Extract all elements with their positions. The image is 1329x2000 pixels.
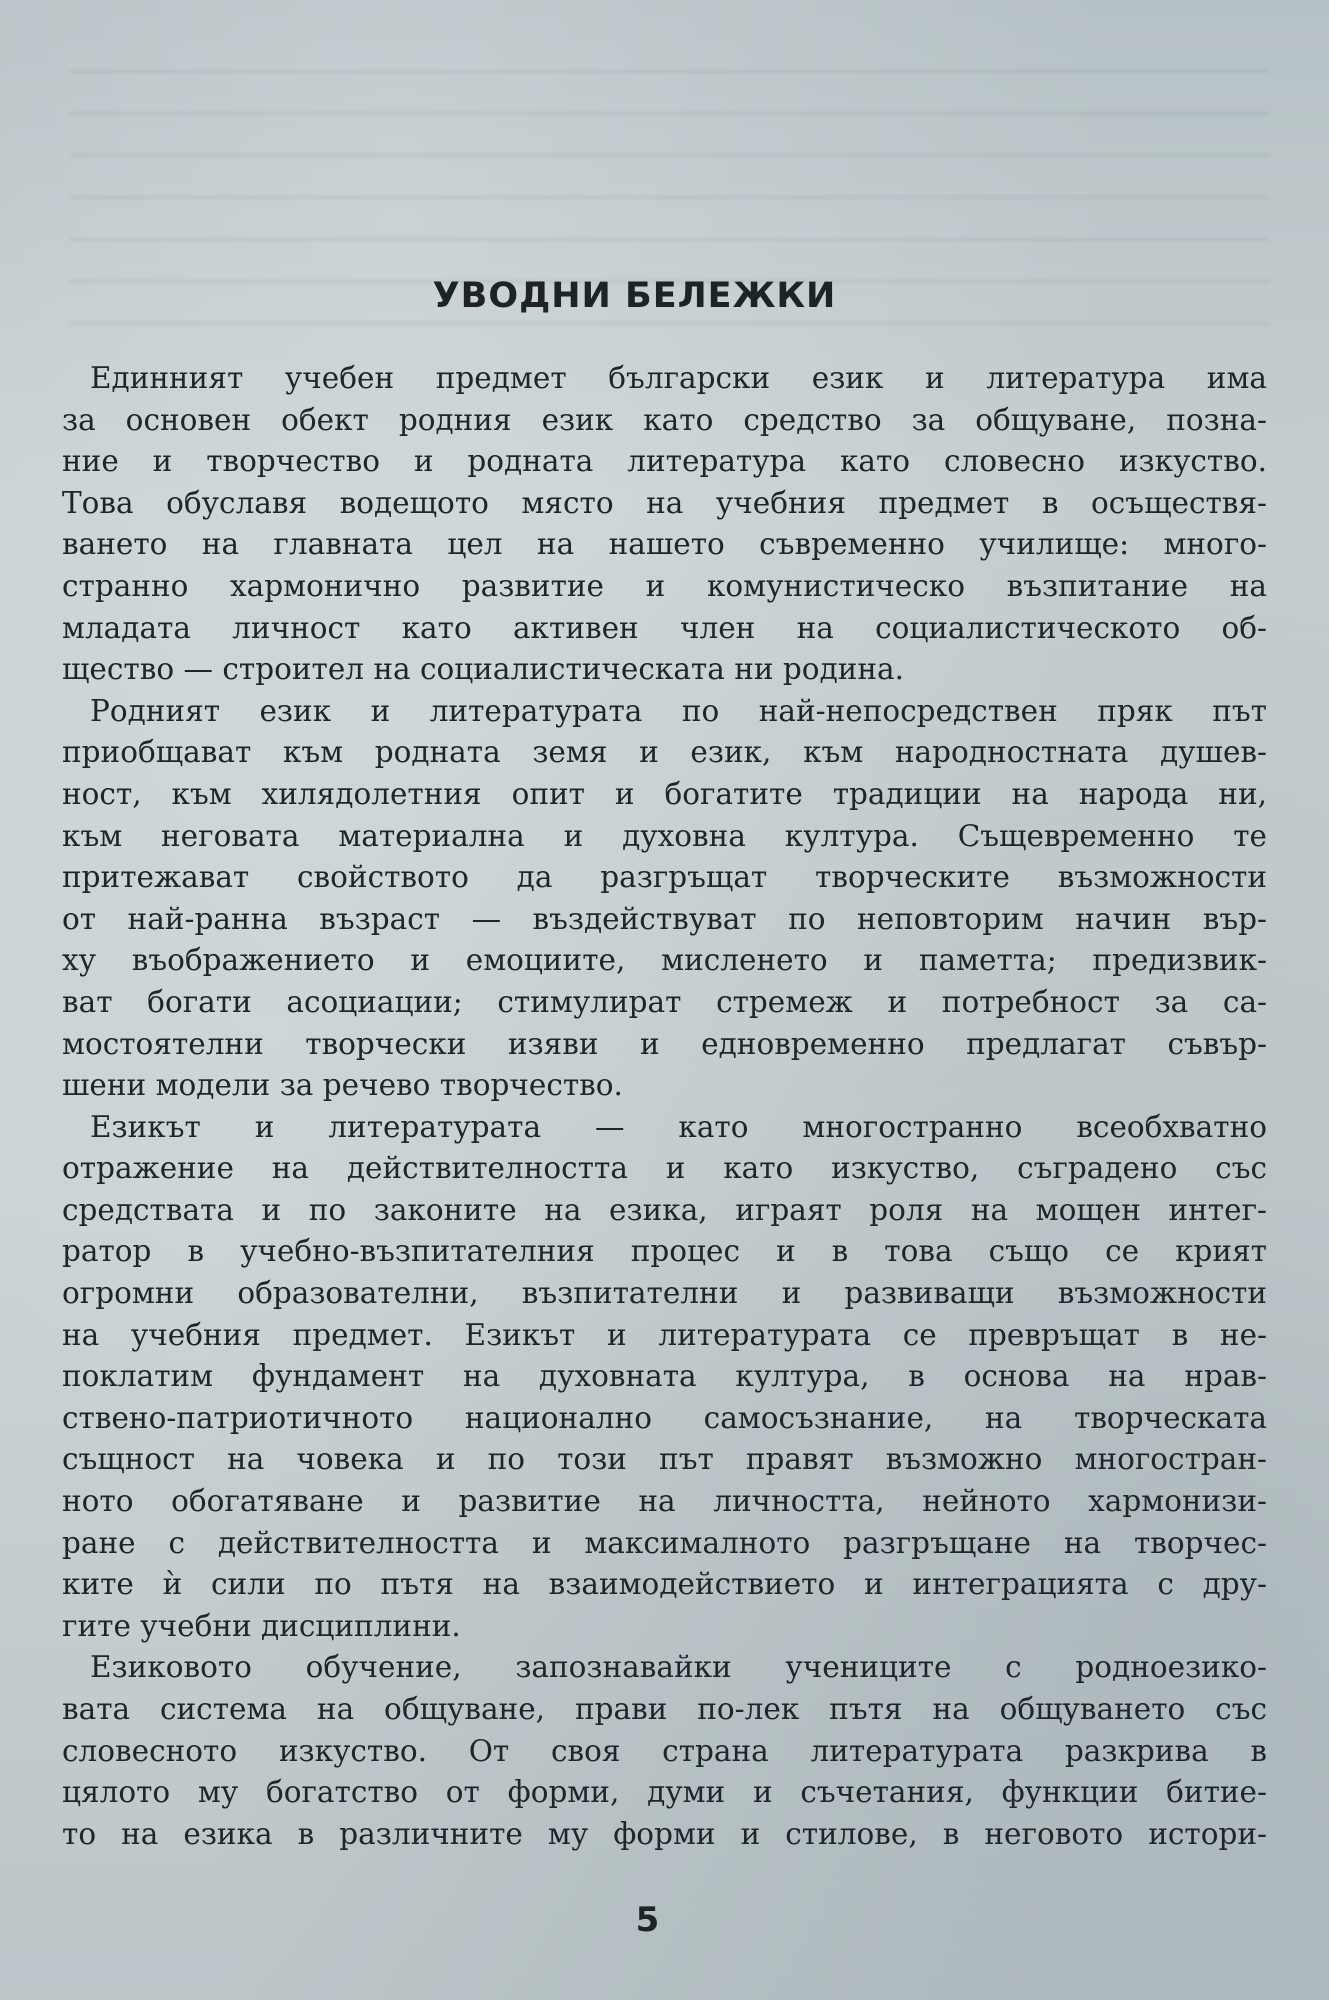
- body-text: [62, 358, 1267, 1855]
- text-line: странно хармонично развитие и комунистическо възпитание на: [62, 568, 1267, 603]
- text-line: ние и творчество и родната литература като словесно изкуство.: [62, 444, 1267, 479]
- text-line: същност на човека и по този път правят възможно многостран-: [62, 1442, 1267, 1477]
- text-line: мостоятелни творчески изяви и едновременно предлагат съвър-: [62, 1026, 1267, 1061]
- text-line: вата система на общуване, прави по-лек пътя на общуването със: [62, 1692, 1267, 1726]
- text-line: словесното изкуство. От своя страна литературата разкрива в: [62, 1733, 1267, 1768]
- text-line: младата личност като активен член на социалистическото об-: [62, 610, 1267, 645]
- text-line: ху въображението и емоциите, мисленето и паметта; предизвик-: [62, 943, 1267, 978]
- page-title: [0, 276, 1329, 316]
- text-line: то на езика в различните му форми и стилове, в неговото истори-: [62, 1816, 1267, 1851]
- text-line: Езикът и литературата — като многостранно всеобхватно: [90, 1109, 1267, 1144]
- text-line: Това обуславя водещото място на учебния предмет в осъществя-: [62, 485, 1267, 520]
- text-line: огромни образователни, възпитателни и развиващи възможности: [62, 1276, 1267, 1311]
- text-line: гите учебни дисциплини.: [62, 1608, 461, 1643]
- text-line: Единният учебен предмет български език и литература има: [90, 361, 1267, 395]
- text-line: цялото му богатство от форми, думи и съчетания, функции битие-: [62, 1775, 1267, 1810]
- text-line: ратор в учебно-възпитателния процес и в това също се крият: [62, 1234, 1267, 1269]
- text-line: приобщават към родната земя и език, към народностната душев-: [62, 735, 1267, 770]
- text-line: притежават свойството да разгръщат творческите възможности: [62, 860, 1267, 895]
- text-line: ките ѝ сили по пътя на взаимодействието и интеграцията с дру-: [62, 1567, 1267, 1602]
- paragraph-3: [62, 1107, 1267, 1648]
- text-line: ването на главната цел на нашето съвременно училище: много-: [62, 527, 1267, 562]
- text-line: ране с действителността и максималното разгръщане на творчес-: [62, 1525, 1267, 1560]
- text-line: средствата и по законите на езика, играят роля на мощен интег-: [62, 1192, 1267, 1227]
- text-line: поклатим фундамент на духовната култура, в основа на нрав-: [62, 1359, 1267, 1394]
- text-line: шени модели за речево творчество.: [62, 1068, 623, 1103]
- paragraph-4: [62, 1647, 1267, 1855]
- text-line: Родният език и литературата по най-непосредствен пряк път: [90, 693, 1267, 728]
- text-line: отражение на действителността и като изкуство, съградено със: [62, 1151, 1267, 1186]
- text-line: Езиковото обучение, запознавайки учениците с родноезико-: [90, 1650, 1267, 1685]
- text-line: за основен обект родния език като средство за общуване, позна-: [62, 402, 1267, 437]
- text-line: ствено-патриотичното национално самосъзнание, на творческата: [62, 1400, 1267, 1435]
- paragraph-2: [62, 691, 1267, 1107]
- text-line: ното обогатяване и развитие на личността, нейното хармонизи-: [62, 1484, 1267, 1519]
- text-line: от най-ранна възраст — въздействуват по неповторим начин вър-: [62, 901, 1267, 936]
- page-number: [0, 1900, 1329, 1940]
- text-line: на учебния предмет. Езикът и литературата се превръщат в не-: [62, 1317, 1267, 1352]
- text-line: щество — строител на социалистическата ни родина.: [62, 652, 905, 687]
- text-line: към неговата материална и духовна култура. Същевременно те: [62, 818, 1267, 853]
- page-title-text: УВОДНИ БЕЛЕЖКИ: [432, 276, 837, 316]
- page-number-text: 5: [635, 1900, 660, 1940]
- text-line: ват богати асоциации; стимулират стремеж и потребност за са-: [62, 984, 1267, 1019]
- paragraph-1: [62, 358, 1267, 691]
- show-through-texture: [70, 70, 1270, 360]
- text-line: ност, към хилядолетния опит и богатите традиции на народа ни,: [62, 776, 1267, 811]
